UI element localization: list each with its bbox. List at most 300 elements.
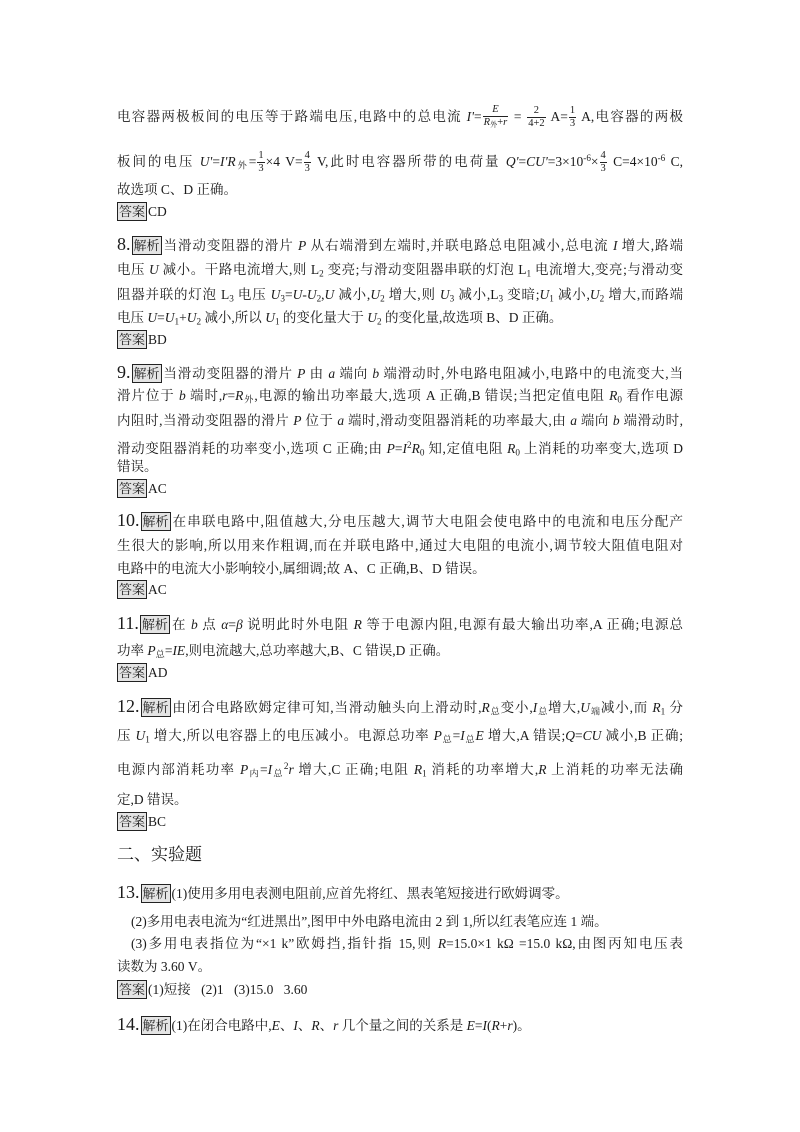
text-run: 滑片位于 xyxy=(117,388,179,403)
math-variable: P xyxy=(147,643,156,658)
text-run: 上消耗的功率无法确 xyxy=(546,762,683,778)
q11-line-1 xyxy=(117,612,683,634)
math-variable: CU xyxy=(582,728,602,743)
analysis-label: 解析 xyxy=(142,514,169,529)
text-run: 电容器两极板间的电压等于路端电压,电路中的总电流 xyxy=(117,108,467,124)
text-run: 说明此时外电阻 xyxy=(242,617,354,632)
question-number: 13. xyxy=(117,882,140,902)
q7-line-3 xyxy=(117,179,683,201)
text-run: 、 xyxy=(297,1018,312,1033)
math-variable: U xyxy=(135,728,146,743)
line-text xyxy=(117,413,683,428)
superscript: -6 xyxy=(583,153,591,163)
analysis-label: 解析 xyxy=(142,886,169,901)
text-run: 端向 xyxy=(335,366,373,381)
fraction-numerator xyxy=(600,150,607,163)
math-variable: I xyxy=(293,1018,298,1033)
line-text xyxy=(117,643,449,658)
math-variable: R xyxy=(411,441,420,457)
q12-line-4 xyxy=(117,789,683,811)
text-run: 分 xyxy=(665,700,683,715)
subscript: 端 xyxy=(589,706,601,717)
math-variable: E xyxy=(492,104,499,115)
text-run: 几个量之间的关系是 xyxy=(338,1018,467,1033)
text-run: ( xyxy=(487,1018,492,1033)
text-run: 电压 xyxy=(117,262,149,277)
text-run: ,电源的输出功率最大,选项 A 正确,B 错误;当把定值电阻 xyxy=(254,388,610,403)
answer-value: CD xyxy=(148,204,167,219)
subscript: 总 xyxy=(464,734,476,745)
subscript: 总 xyxy=(272,768,284,779)
text-run: = xyxy=(157,310,165,325)
line-text xyxy=(117,959,211,974)
subscript: 1 xyxy=(549,293,554,304)
subscript: 1 xyxy=(274,316,280,327)
text-run: 电压 xyxy=(117,310,148,325)
line-text xyxy=(117,262,683,277)
text-run: - xyxy=(302,287,307,302)
subscript: 0 xyxy=(617,394,622,405)
line-text xyxy=(117,182,237,197)
math-variable: r xyxy=(333,1018,339,1033)
fraction-numerator xyxy=(257,150,264,163)
math-variable: U' xyxy=(199,154,213,170)
text-run: , xyxy=(321,287,325,302)
text-run: ,则电流越大,总功率越大,B、C 错误,D 正确。 xyxy=(185,643,450,658)
math-variable: U xyxy=(589,287,600,302)
text-run: × xyxy=(590,154,599,170)
line-text xyxy=(117,310,562,325)
line-text xyxy=(172,700,683,715)
answer-label: 答案 xyxy=(119,982,146,997)
text-run: 故选项 C、D 正确。 xyxy=(117,182,238,197)
q8-line-4 xyxy=(117,307,683,329)
text-run: = xyxy=(575,728,583,743)
math-variable: U xyxy=(186,310,197,325)
subscript: 总 xyxy=(537,706,549,717)
math-variable: IE xyxy=(172,643,186,658)
text-run: 板间的电压 xyxy=(117,154,200,170)
math-variable: R xyxy=(311,1018,320,1033)
math-variable: P xyxy=(433,728,442,743)
text-run: 、 xyxy=(279,1018,294,1033)
math-variable: I xyxy=(532,700,538,715)
math-variable: b xyxy=(372,366,380,381)
q12-answer xyxy=(117,811,683,833)
text-run: 变亮;与滑动变阻器串联的灯泡 L xyxy=(323,262,527,277)
math-variable: b xyxy=(178,388,186,403)
math-variable: R xyxy=(413,762,423,778)
text-run: 阻器并联的灯泡 L xyxy=(117,287,230,302)
math-variable: I xyxy=(267,762,273,778)
subscript: 2 xyxy=(316,293,322,304)
q14-line-1 xyxy=(117,1013,683,1035)
subscript: 2 xyxy=(319,268,324,279)
math-variable: R xyxy=(481,700,490,715)
text-run: 的变化量,故选项 B、D 正确。 xyxy=(381,310,563,325)
line-text xyxy=(117,762,683,777)
line-text xyxy=(117,792,188,807)
subscript: 2 xyxy=(377,316,382,327)
fraction-numerator xyxy=(569,105,576,118)
text-run: 压 xyxy=(117,728,136,743)
answer-value: AC xyxy=(148,481,167,496)
line-text xyxy=(117,287,683,302)
q11-answer xyxy=(117,662,683,684)
text-run: (1)使用多用电表测电阻前,应首先将红、黑表笔短接进行欧姆调零。 xyxy=(171,886,569,901)
q13-line-2 xyxy=(131,911,683,933)
text-run: 端向 xyxy=(576,413,613,428)
answer-label: 答案 xyxy=(119,204,146,219)
text-run: 内阻时,当滑动变阻器的滑片 xyxy=(117,413,294,428)
analysis-label: 解析 xyxy=(141,617,168,632)
line-text xyxy=(117,561,486,576)
math-variable: R xyxy=(609,388,618,403)
subscript: 1 xyxy=(422,768,427,779)
line-text xyxy=(131,936,683,951)
q9-line-3 xyxy=(117,410,683,432)
text-run: 功率 xyxy=(117,643,148,658)
math-variable: U xyxy=(306,287,317,302)
text-run: = xyxy=(509,108,527,124)
superscript: 2 xyxy=(406,440,412,450)
text-run: + xyxy=(179,310,187,325)
fraction-numerator xyxy=(527,105,545,118)
q12-line-2 xyxy=(117,725,683,747)
subscript: 外 xyxy=(490,120,498,129)
text-run: )。 xyxy=(512,1018,531,1033)
subscript: 3 xyxy=(498,293,504,304)
text-run: 变暗; xyxy=(503,287,540,302)
math-variable: E xyxy=(271,1018,280,1033)
q9-line-4 xyxy=(117,434,683,456)
section-heading: 二、实验题 xyxy=(117,845,202,865)
math-variable: P xyxy=(293,413,302,428)
q13-line-4 xyxy=(117,956,683,978)
fraction xyxy=(569,105,576,130)
text-run: 错误。 xyxy=(117,459,158,474)
text-run: 知,定值电阻 xyxy=(424,441,508,457)
text-run: 上消耗的功率变大,选项 D xyxy=(519,441,683,457)
math-variable: r xyxy=(288,762,294,778)
line-text xyxy=(131,914,608,929)
math-variable: a xyxy=(328,366,336,381)
text-run: 定,D 错误。 xyxy=(117,792,188,807)
text-run: 从右端滑到左端时,并联电路总电阻减小,总电流 xyxy=(306,238,613,253)
line-text xyxy=(163,366,684,381)
text-run: 减小,B 正确; xyxy=(601,728,683,743)
q12-line-1 xyxy=(117,695,683,717)
math-variable: b xyxy=(612,413,620,428)
subscript: 1 xyxy=(526,268,532,279)
text-run: 端时,滑动变阻器消耗的功率最大,由 xyxy=(344,413,571,428)
q7-answer xyxy=(117,201,683,223)
text-run: V,此时电容器所带的电荷量 xyxy=(311,154,506,170)
fraction-denominator xyxy=(257,163,264,175)
text-run: 端时, xyxy=(185,388,223,403)
fraction-denominator xyxy=(600,163,607,175)
math-variable: P xyxy=(297,366,306,381)
q10-line-2 xyxy=(117,535,683,557)
text-run: = xyxy=(452,728,461,743)
q9-line-1 xyxy=(117,361,683,383)
answer-label: 答案 xyxy=(119,481,146,496)
math-variable: U xyxy=(439,287,450,302)
q9-answer xyxy=(117,478,683,500)
text-run: 电源内部消耗功率 xyxy=(117,762,240,778)
text-run: 增大,则 xyxy=(384,287,440,302)
text-run: C=4×10 xyxy=(607,154,658,170)
text-run: = xyxy=(212,154,220,170)
subscript: 1 xyxy=(660,706,666,717)
text-run: 看作电源 xyxy=(621,388,683,403)
text-run: (3)多用电表指位为“×1 k”欧姆挡,指针指 15,则 xyxy=(131,936,438,951)
line-text xyxy=(117,104,683,129)
text-run: 当滑动变阻器的滑片 xyxy=(162,238,299,253)
math-variable: I xyxy=(482,1018,488,1033)
text-run: 在串联电路中,阻值越大,分电压越大,调节大电阻会使电路中的电流和电压分配产 xyxy=(171,514,683,529)
fraction-denominator xyxy=(483,117,509,131)
math-variable: U xyxy=(370,287,381,302)
line-text xyxy=(117,441,683,456)
text-run: 电路中的电流大小影响较小,属细调;故 A、C 正确,B、D 错误。 xyxy=(117,561,486,576)
q8-line-2 xyxy=(117,259,683,281)
subscript: 1 xyxy=(174,316,180,327)
question-number: 9. xyxy=(117,362,131,382)
math-variable: U xyxy=(164,310,175,325)
math-variable: b xyxy=(190,617,198,632)
text-run: 减小, xyxy=(334,287,371,302)
text-run: 4 xyxy=(600,150,606,162)
subscript: 2 xyxy=(196,316,202,327)
text-run: = xyxy=(284,287,293,302)
line-text xyxy=(117,538,683,553)
subscript: 外 xyxy=(243,394,255,405)
math-variable: I xyxy=(402,441,407,457)
text-run: =15.0×1 kΩ =15.0 kΩ,由图丙知电压表 xyxy=(446,936,684,951)
fraction-numerator xyxy=(483,104,509,117)
subscript: 0 xyxy=(515,447,520,458)
math-variable: R xyxy=(483,117,491,128)
text-run: 减小,所以 xyxy=(201,310,266,325)
q7-line-1 xyxy=(117,104,683,129)
text-run: = xyxy=(248,154,257,170)
subscript: 2 xyxy=(599,293,605,304)
answer-label: 答案 xyxy=(119,814,146,829)
line-text xyxy=(117,728,683,743)
answer-label: 答案 xyxy=(119,332,146,347)
text-run: 在 xyxy=(170,617,191,632)
math-variable: P xyxy=(239,762,249,778)
text-run: = xyxy=(518,154,527,170)
line-text xyxy=(172,886,569,901)
math-variable: r xyxy=(503,117,508,128)
math-variable: Q' xyxy=(505,154,519,170)
text-run: = xyxy=(474,108,482,124)
math-variable: I' xyxy=(466,108,475,124)
answer-label: 答案 xyxy=(119,582,146,597)
q13-line-3 xyxy=(131,933,683,955)
text-run: ×4 V= xyxy=(265,154,303,170)
q8-line-1 xyxy=(117,233,683,255)
text-run: 当滑动变阻器的滑片 xyxy=(162,366,298,381)
text-run: 增大,而路端 xyxy=(604,287,683,302)
text-run: 4 xyxy=(304,150,310,162)
q7-line-2 xyxy=(117,147,683,175)
math-variable: U xyxy=(580,700,590,715)
text-run: 由 xyxy=(305,366,329,381)
text-run: 消耗的功率增大, xyxy=(426,762,539,778)
text-run: 增大,A 错误; xyxy=(483,728,566,743)
math-variable: a xyxy=(570,413,577,428)
math-variable: r xyxy=(222,388,228,403)
subscript: 内 xyxy=(248,768,260,779)
math-variable: P xyxy=(298,238,307,253)
fraction xyxy=(257,150,264,175)
subscript: 0 xyxy=(419,447,425,458)
text-run: 1 xyxy=(569,105,576,116)
text-run: 等于电源内阻,电源有最大输出功率,A 正确;电源总 xyxy=(361,617,684,632)
analysis-label: 解析 xyxy=(133,238,160,253)
text-run: 读数为 3.60 V。 xyxy=(117,959,212,974)
line-text xyxy=(117,150,683,175)
superscript: -6 xyxy=(657,153,666,163)
math-variable: R xyxy=(235,388,244,403)
subscript: 外 xyxy=(235,160,249,171)
fraction xyxy=(527,105,545,130)
analysis-label: 解析 xyxy=(142,700,169,715)
math-variable: R xyxy=(491,1018,500,1033)
text-run: + xyxy=(497,117,504,128)
text-run: A,电容器的两极 xyxy=(577,108,683,124)
text-run: = xyxy=(227,388,236,403)
subscript: 3 xyxy=(280,293,285,304)
math-variable: CU' xyxy=(526,154,548,170)
text-run: 位于 xyxy=(301,413,338,428)
answer-value: AC xyxy=(148,582,167,597)
math-variable: U xyxy=(292,287,303,302)
math-variable: E xyxy=(475,728,484,743)
answer-value: BD xyxy=(148,332,167,347)
math-variable: I xyxy=(612,238,618,253)
math-variable: U xyxy=(265,310,275,325)
text-run: 点 xyxy=(197,617,222,632)
text-run: = xyxy=(259,762,268,778)
math-variable: U xyxy=(367,310,378,325)
text-run: 电流增大,变亮;与滑动变 xyxy=(531,262,683,277)
fraction xyxy=(483,104,509,131)
text-run: 生很大的影响,所以用来作粗调,而在并联电路中,通过大电阻的电流小,调节较大阻值电阻对 xyxy=(117,538,683,553)
text-run: 3 xyxy=(304,163,310,175)
q9-line-5 xyxy=(117,456,683,478)
text-run: 电压 xyxy=(233,287,271,302)
subscript: 总 xyxy=(155,649,165,660)
answer-value: (1)短接 (2)1 (3)15.0 3.60 xyxy=(148,982,308,997)
q10-line-1 xyxy=(117,509,683,531)
text-run: A= xyxy=(546,108,568,124)
subscript: 3 xyxy=(229,293,234,304)
line-text xyxy=(163,238,684,253)
text-run: 减小。干路电流增大,则 L xyxy=(158,262,320,277)
text-run: 增大,C 正确;电阻 xyxy=(293,762,414,778)
fraction-denominator xyxy=(569,118,576,130)
text-run: 、 xyxy=(319,1018,334,1033)
answer-label: 答案 xyxy=(119,665,146,680)
line-text xyxy=(172,1018,531,1033)
text-run: 增大,所以电容器上的电压减小。电源总功率 xyxy=(149,728,434,743)
answer-value: AD xyxy=(148,665,168,680)
q11-line-2 xyxy=(117,640,683,662)
math-variable: a xyxy=(337,413,345,428)
fraction-numerator xyxy=(304,150,311,163)
math-variable: U xyxy=(324,287,335,302)
text-run: 增大,路端 xyxy=(617,238,684,253)
q13-answer xyxy=(117,979,683,1001)
subscript: 总 xyxy=(489,706,501,717)
q9-line-2 xyxy=(117,385,683,407)
q12-line-3 xyxy=(117,755,683,777)
math-variable: I xyxy=(460,728,465,743)
question-number: 10. xyxy=(117,510,140,530)
text-run: = xyxy=(228,617,236,632)
text-run: 的变化量大于 xyxy=(279,310,368,325)
math-variable: R xyxy=(652,700,661,715)
text-run: = xyxy=(164,643,173,658)
q10-line-3 xyxy=(117,558,683,580)
q8-answer xyxy=(117,329,683,351)
text-run: 3 xyxy=(258,163,264,175)
text-run: 端滑动时,外电路电阻减小,电路中的电流变大,当 xyxy=(379,366,684,381)
text-run: 端滑动时, xyxy=(619,413,684,428)
math-variable: E xyxy=(466,1018,475,1033)
q8-line-3 xyxy=(117,284,683,306)
text-run: = xyxy=(474,1018,483,1033)
text-run: 3 xyxy=(569,118,576,129)
text-run: 2 xyxy=(533,105,540,116)
question-number: 11. xyxy=(117,613,139,633)
math-variable: U xyxy=(148,262,159,277)
subscript: 3 xyxy=(449,293,455,304)
q10-answer xyxy=(117,579,683,601)
text-run: 4+2 xyxy=(528,118,545,129)
text-run: =3×10 xyxy=(547,154,584,170)
math-variable: Q xyxy=(565,728,576,743)
q13-line-1 xyxy=(117,881,683,903)
text-run: 由闭合电路欧姆定律可知,当滑动触头向上滑动时, xyxy=(171,700,482,715)
text-run: 1 xyxy=(258,150,264,162)
fraction-denominator xyxy=(527,118,545,130)
math-variable: R xyxy=(353,617,362,632)
analysis-label: 解析 xyxy=(142,1018,169,1033)
subscript: 总 xyxy=(441,734,453,745)
math-variable: R xyxy=(538,762,547,778)
answer-value: BC xyxy=(148,814,167,829)
text-run: 减小,而 xyxy=(600,700,653,715)
line-text xyxy=(171,617,683,632)
math-variable: R xyxy=(437,936,447,951)
text-run: + xyxy=(499,1018,508,1033)
math-variable: r xyxy=(507,1018,513,1033)
question-number: 12. xyxy=(117,696,140,716)
line-text xyxy=(117,459,158,474)
text-run: 减小,L xyxy=(454,287,499,302)
math-variable: I'R xyxy=(219,154,236,170)
math-variable: U xyxy=(270,287,281,302)
question-number: 8. xyxy=(117,234,131,254)
subscript: 1 xyxy=(145,734,150,745)
math-variable: α xyxy=(221,617,229,632)
math-variable: U xyxy=(539,287,550,302)
